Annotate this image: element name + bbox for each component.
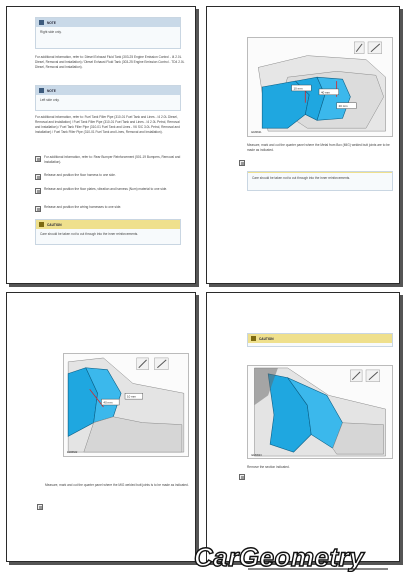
note-text: Right side only. <box>40 30 62 34</box>
caution-header <box>248 334 392 343</box>
figure-code: E183621 <box>251 131 262 135</box>
manual-page-2 <box>206 6 400 284</box>
step-text: For additional information, refer to: Rear Bumper Reinforcement (501-19 Bumpers, Removal and Installation). <box>44 155 181 164</box>
note-title: NOTE <box>47 88 56 93</box>
info-icon <box>39 88 44 93</box>
cargeometry-logo-mark <box>188 542 400 572</box>
dimension-label: 20 mm <box>338 104 348 109</box>
dimension-label: 10 mm <box>126 394 136 399</box>
procedure-step <box>37 503 187 510</box>
step-icon <box>239 474 245 480</box>
quarter-panel-figure <box>247 37 393 137</box>
quarter-panel-figure <box>63 353 189 457</box>
reference-paragraph: For additional information, refer to: Diesel Exhaust Fluid Tank (303-25 Engine Emission Control - I4 2.0L Diesel, Removal and Installation) / Diesel Exhaust Fluid Tank (303-25 Engine Emission Control - TD4 2.0L Diesel, Removal and Installation). <box>35 55 185 69</box>
caution-text <box>248 343 392 349</box>
svg-text:CarGeometry: CarGeometry <box>194 542 365 572</box>
instruction-paragraph: Remove the section indicated. <box>247 465 290 469</box>
cargeometry-logo <box>188 542 400 572</box>
note-title: NOTE <box>47 20 56 25</box>
figure-code: E183622 <box>67 451 78 455</box>
step-text: Release and position the floor plates, vibration and harness (Num) material to one side. <box>44 187 168 191</box>
procedure-step <box>35 173 185 180</box>
step-text: Release and position the wiring harnesses to one side. <box>44 205 122 209</box>
instruction-paragraph: Measure, mark and cut the quarter panel where the Metal from Box (MIG) welded butt joints are to be made as indicated. <box>247 143 390 152</box>
note-box <box>35 17 181 49</box>
manual-page-4 <box>206 292 400 562</box>
procedure-step <box>239 473 389 480</box>
step-icon <box>239 160 245 166</box>
quarter-panel-figure <box>247 365 393 459</box>
caution-box <box>247 171 393 191</box>
reference-paragraph: For additional information, refer to: Fuel Tank Filler Pipe (310-01 Fuel Tank and Lines - I4 2.0L Diesel, Removal and Installation) / Fuel Tank Filler Pipe (310-01 Fuel Tank and Lines - I4 2.0L Petrol, Removal and Installation) / Fuel Tank Filler Pipe (310-01 Fuel Tank and Lines - V6 S/C 3.0L Petrol, Removal and Installation) / Fuel Tank Filler Pipe (310-01 Fuel Tank and Lines, Removal and Installation). <box>35 115 180 134</box>
note-text: Left side only. <box>40 98 60 102</box>
caution-box <box>247 333 393 347</box>
procedure-step <box>239 159 389 166</box>
dimension-label: 40 mm <box>320 90 330 95</box>
caution-text: Care should be taken not to cut through into the inner reinforcements. <box>40 232 139 236</box>
dimension-label: 10 mm <box>293 86 303 91</box>
figure-code: E183623 <box>251 454 262 458</box>
note-box <box>35 85 181 111</box>
procedure-step <box>35 155 185 165</box>
manual-page-1 <box>6 6 196 284</box>
step-icon <box>35 174 41 180</box>
note-header <box>36 86 180 95</box>
step-icon <box>35 206 41 212</box>
quarter-panel-drawing <box>64 354 188 456</box>
info-icon <box>39 20 44 25</box>
note-header <box>36 18 180 27</box>
procedure-step <box>35 187 185 194</box>
caution-title: CAUTION <box>47 222 62 227</box>
quarter-panel-drawing <box>248 366 392 458</box>
manual-page-3 <box>6 292 196 562</box>
step-icon <box>35 188 41 194</box>
caution-header <box>36 220 180 229</box>
warning-icon <box>39 222 44 227</box>
step-icon <box>35 156 41 162</box>
procedure-step <box>35 205 185 212</box>
step-text: Release and position the floor harness to one side. <box>44 173 116 177</box>
caution-text: Care should be taken not to cut through into the inner reinforcements. <box>252 176 351 180</box>
warning-icon <box>251 336 256 341</box>
caution-box <box>35 219 181 245</box>
instruction-paragraph: Measure, mark and cut the quarter panel where the MIG welded butt joints is to be made as indicated. <box>45 483 189 487</box>
caution-title: CAUTION <box>259 336 274 341</box>
quarter-panel-drawing <box>248 38 392 136</box>
dimension-label: 40 mm <box>103 400 113 405</box>
step-icon <box>37 504 43 510</box>
